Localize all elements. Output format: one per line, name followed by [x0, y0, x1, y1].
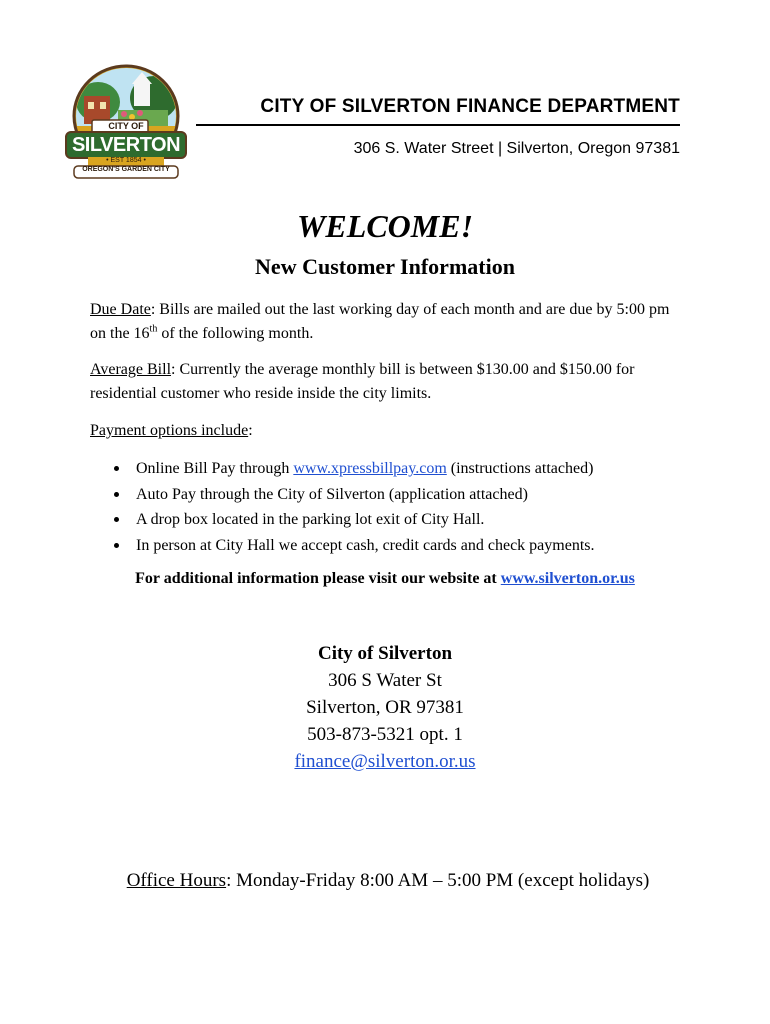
xpressbillpay-link[interactable]: www.xpressbillpay.com [293, 460, 447, 477]
welcome-heading: WELCOME! [296, 208, 474, 244]
website-link[interactable]: www.silverton.or.us [500, 570, 635, 587]
average-bill-label: Average Bill [90, 361, 172, 378]
contact-name: City of Silverton [317, 643, 453, 664]
department-title: CITY OF SILVERTON FINANCE DEPARTMENT [196, 96, 680, 126]
logo-top-text: CITY OF [108, 121, 144, 131]
department-address: 306 S. Water Street | Silverton, Oregon 97381 [353, 140, 680, 157]
list-item [108, 482, 688, 508]
average-bill-text: : Currently the average monthly bill is between $130.00 and $150.00 for residential customer who reside inside the city limits. [90, 361, 635, 402]
logo-main-text: SILVERTON [71, 134, 181, 156]
list-item [108, 456, 688, 482]
payment-options-list [108, 456, 688, 558]
office-hours [0, 870, 770, 892]
list-item-text: A drop box located in the parking lot exit of City Hall. [136, 511, 485, 528]
contact-street: 306 S Water St [328, 670, 442, 691]
subtitle-heading: New Customer Information [255, 254, 515, 279]
payment-options-label: Payment options include [90, 422, 249, 439]
contact-city: Silverton, OR 97381 [306, 697, 464, 718]
logo-bottom-text: OREGON'S GARDEN CITY [82, 166, 170, 173]
contact-phone: 503-873-5321 opt. 1 [307, 724, 463, 745]
office-hours-label: Office Hours [126, 870, 227, 891]
due-date-label: Due Date [90, 301, 151, 318]
average-bill-paragraph [90, 358, 680, 406]
additional-info-text: For additional information please visit our website at [135, 570, 501, 587]
contact-block [0, 640, 770, 775]
due-date-superscript: th [149, 323, 158, 335]
list-item-text: In person at City Hall we accept cash, credit cards and check payments. [136, 536, 595, 554]
office-hours-text: : Monday-Friday 8:00 AM – 5:00 PM (except holidays) [226, 870, 650, 891]
list-item-text-end: (instructions attached) [446, 460, 594, 477]
list-item [108, 507, 688, 533]
additional-info [0, 570, 770, 588]
list-item-text: Auto Pay through the City of Silverton (application attached) [136, 485, 528, 503]
logo-est-text: • EST 1854 • [106, 157, 146, 164]
contact-email-link[interactable]: finance@silverton.or.us [294, 751, 476, 772]
payment-options-heading [90, 419, 680, 443]
due-date-text-end: of the following month. [157, 325, 314, 342]
list-item-text: Online Bill Pay through [136, 460, 294, 477]
due-date-text: : Bills are mailed out the last working day of each month and are due by 5:00 pm on the 16 [90, 301, 670, 342]
list-item [108, 533, 688, 559]
payment-options-colon: : [248, 422, 253, 439]
due-date-paragraph [90, 298, 680, 346]
